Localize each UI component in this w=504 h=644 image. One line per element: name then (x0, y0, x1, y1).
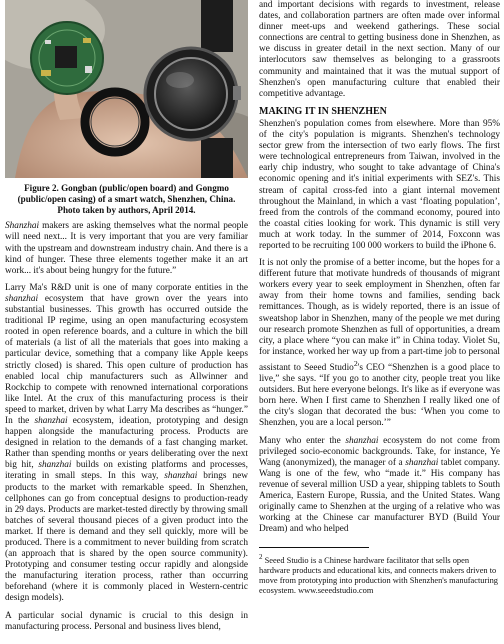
body-paragraph: Larry Ma's R&D unit is one of many corporate entities in the shanzhai ecosystem that have grown over the years into substantial businesses. This growth has occurred outside the traditional IP regime, using an open manufacturing ecosystem rooted in open reference boards, and a culture in which the bill of materials (a list of all the materials that goes into making a particular device, something that a company like Apple keeps strictly closed) is shared. This open culture of production has enabled local chip manufacturers such as Allwinner and Rockchip to compete with renowned international corporations like Intel. At the crux of this manufacturing process is their speed to market, driven by what Larry Ma describes as “hunger.” In the shanzhai ecosystem, ideation, prototyping and design happen alongside the manufacturing process. Products are designed in relation to the demands of a fast changing market. Rather than spending months or years deliberating over the next big hit, shanzhai builds on existing platforms and processes, iterating in small steps. In this way, shanzhai brings new products to the market with remarkable speed. In Shenzhen, cellphones can go from conceptual designs to production-ready in 29 days. Products are market-tested directly by throwing small batches of several thousand pieces of a given product into the market. If there is demand and they sell quickly, more will be produced. There is a commitment to never building from scratch (an approach that is shared by the open source community). Prototyping and consumer testing occur rapidly and alongside the manufacturing iteration process, rather than occurring beforehand (where it is commonly placed in Western-centric design models). (5, 282, 248, 604)
figure-caption: Figure 2. Gongban (public/open board) and Gongmo (public/open casing) of a smart watch, Shenzhen, China. Photo taken by authors, April 2014. (17, 183, 236, 215)
body-paragraph: Many who enter the shanzhai ecosystem do not come from privileged socio-economic backgrounds. Take, for instance, Ye Wang (anonymized), the manager of a shanzhai tablet company. Wang is one of the few, who “made it.” His company has revenue of several million USD a year, shipping tablets to South America, Eastern Europe, Russia, and the United States. Wang originally came to Shenzhen at the urging of a relative who was working at the Chinese car manufacturer BYD (Build Your Dream) and who helped (259, 435, 500, 535)
left-column (5, 0, 248, 639)
body-paragraph: and important decisions with regards to investment, release dates, and collaboration partners are often made over informal dinner meet-ups and weekend gatherings. These social connections are central to getting business done in Shenzhen, as we discuss in greater detail in the next section. Many of our interlocutors saw themselves as belonging to a grassroots community and maintained that it was the mutual support of Shenzhen's open manufacturing culture that enabled their competitive advantage. (259, 0, 500, 99)
figure-photo (5, 0, 248, 178)
footnote: $^2$ Seeed Studio is a Chinese hardware facilitator that sells open hardware products and educational kits, and connects makers driven to move from prototyping into production with Shenzhen's manufacturing ecosystem. www.seeedstudio.com (259, 553, 498, 596)
right-column (259, 0, 500, 596)
body-paragraph: A particular social dynamic is crucial to this design in manufacturing process. Personal and business lives blend, (5, 610, 248, 632)
body-paragraph: Shenzhen's population comes from elsewhere. More than 95% of the city's population is migrants. Shenzhen's technology sector grew from the intersection of two early flows. The first were technological entrepreneurs from Taiwan, involved in the early chip industry, who sought to take advantage of China's economic opening and it's initial experiments with SEZ's. This stream of capital cross-fed into a giant internal movement throughout the Mainland, in which a vast ‘floating population’, freed from the controls of the command economy, poured into the coastal cities looking for work. This dynamic is still very much at work today. In the summer of 2014, Foxconn was reported to be recruiting 100 000 workers to build the iPhone 6. (259, 118, 500, 251)
interview-quote: Shanzhai makers are asking themselves what the normal people will need next... It is very important that you are very familiar with the upstream and downstream industry chain. And there is a kind of hunger. These three elements together make it an art work... it's about being hungry for the future.” (5, 221, 248, 276)
section-heading: MAKING IT IN SHENZHEN (259, 105, 387, 117)
smart-watch-parts-image (5, 0, 248, 178)
footnote-divider (259, 547, 369, 548)
body-paragraph: It is not only the promise of a better income, but the hopes for a different future that motivate hundreds of thousands of migrant workers every year to seek employment in Shenzhen, often far away from their home towns and families, sending back remittances. Though, as is widely reported, there is an issue of sweatshop labor in Shenzhen, many of the people we met during our research promote Shenzhen as full of opportunities, a dream city, a place where “you can make it” in China today. Violet Su, for instance, worked her way up from a part-time job to personal assistant to Seeed Studio$^2$'s CEO “Shenzhen is a good place to live,” she says. “If you go to another city, people treat you like outsiders. But here everyone belongs. It's like as if everyone was born here. When I first came to Shenzhen I really liked one of the city's slogan that decorated the bus: ‘When you come to Shenzhen, you are a local person.’” (259, 258, 500, 429)
